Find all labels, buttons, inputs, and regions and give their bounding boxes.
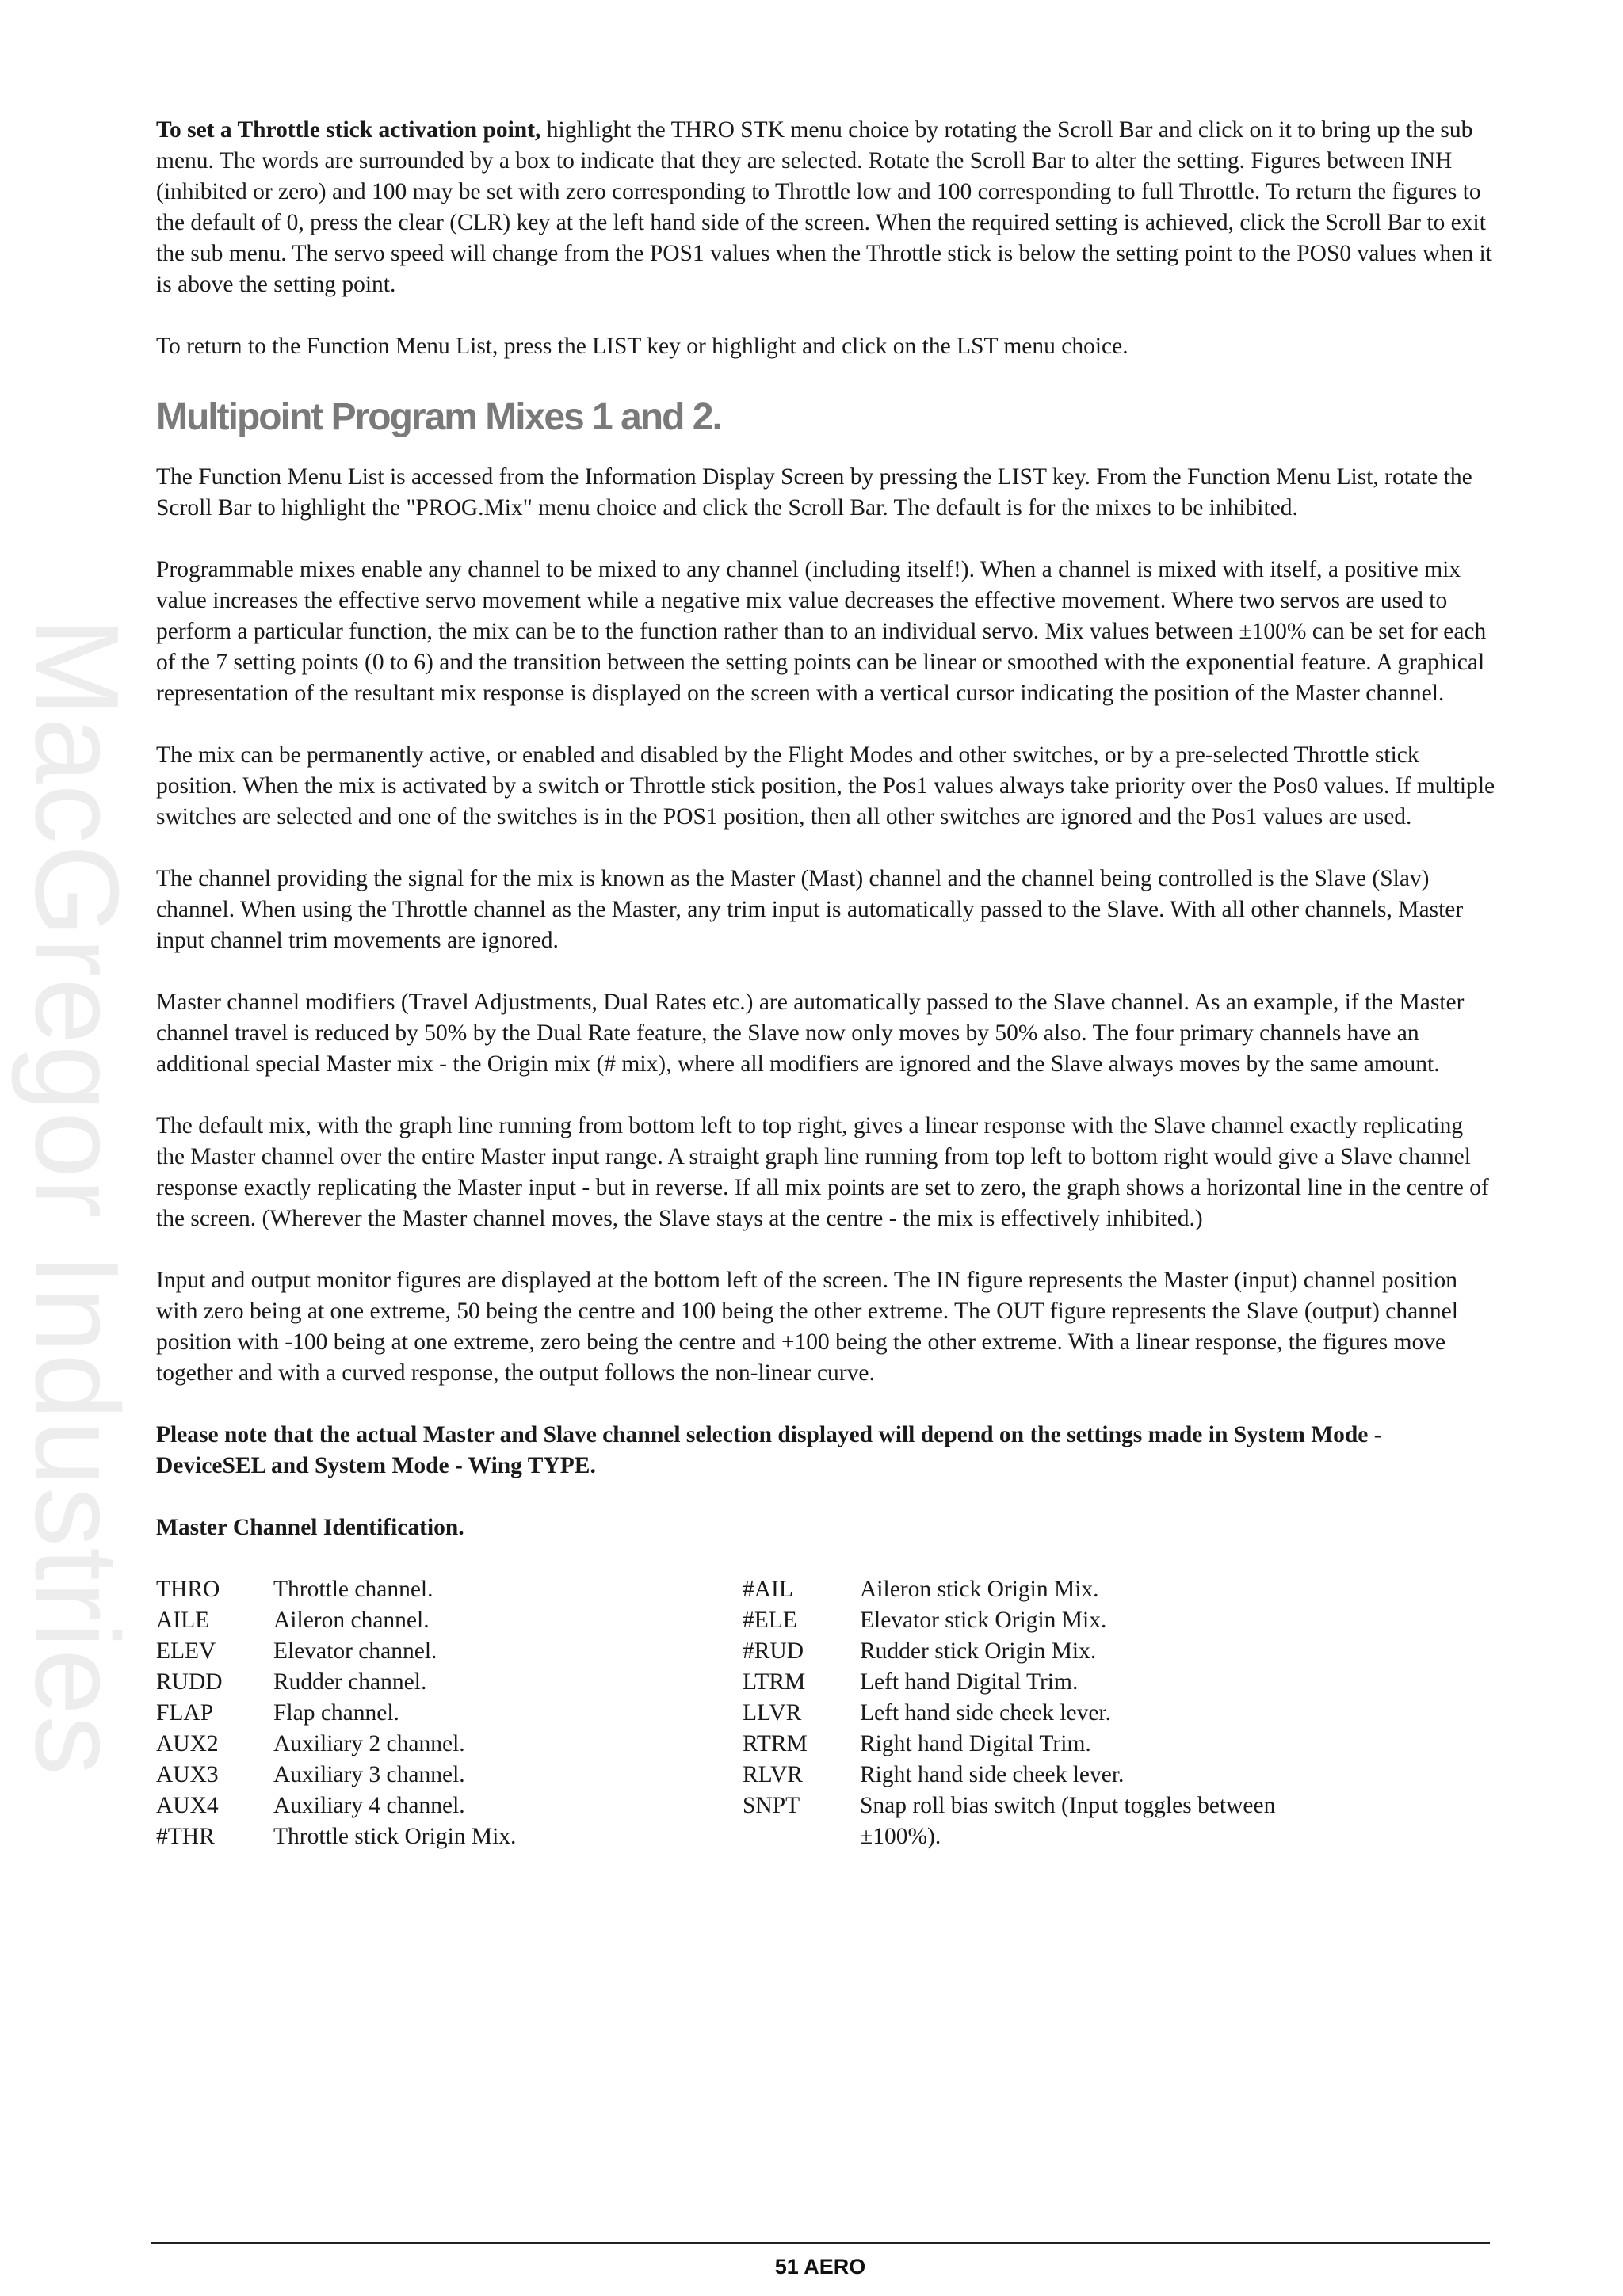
list-item <box>156 1760 743 1791</box>
paragraph-access: The Function Menu List is accessed from the Information Display Screen by pressing the LIST key. From the Function Menu List, rotate the Scroll Bar to highlight the "PROG.Mix" menu choice and click the Scroll Bar. The default is for the mixes to be inhibited. <box>156 464 1472 521</box>
channel-code: FLAP <box>156 1700 214 1726</box>
channel-code: LLVR <box>743 1700 802 1726</box>
identification-right-column <box>743 1574 1329 1852</box>
paragraph-master-slave: The channel providing the signal for the mix is known as the Master (Mast) channel and the channel being controlled is the Slave (Slav) channel. When using the Throttle channel as the Master, any trim input is automatically passed to the Slave. With all other channels, Master input channel trim movements are ignored. <box>156 866 1464 953</box>
intro-paragraph <box>156 115 1495 300</box>
list-item <box>156 1667 743 1698</box>
channel-code: AILE <box>156 1608 210 1633</box>
channel-desc: Elevator channel. <box>273 1638 437 1664</box>
paragraph-default-mix: The default mix, with the graph line running from bottom left to top right, gives a linear response with the Slave channel exactly replicating the Master channel over the entire Master input range. A straight graph line running from top left to bottom right would give a Slave channel response exactly replicating the Master input - but in reverse. If all mix points are set to zero, the graph shows a horizontal line in the centre of the screen. (Wherever the Master channel moves, the Slave stays at the centre - the mix is effectively inhibited.) <box>156 1113 1489 1231</box>
paragraph-modifiers: Master channel modifiers (Travel Adjustments, Dual Rates etc.) are automatically passed to the Slave channel. As an example, if the Master channel travel is reduced by 50% by the Dual Rate feature, the Slave now only moves by 50% also. The four primary channels have an additional special Master mix - the Origin mix (# mix), where all modifiers are ignored and the Slave always moves by the same amount. <box>156 990 1465 1077</box>
list-item <box>743 1760 1329 1791</box>
channel-desc: Throttle stick Origin Mix. <box>273 1824 517 1849</box>
list-item <box>156 1698 743 1729</box>
list-item <box>743 1667 1329 1698</box>
list-item <box>156 1636 743 1667</box>
channel-code: #THR <box>156 1824 215 1849</box>
channel-code: RLVR <box>743 1762 803 1787</box>
list-item <box>743 1636 1329 1667</box>
channel-code: #ELE <box>743 1608 797 1633</box>
channel-code: RTRM <box>743 1731 808 1756</box>
channel-desc: Snap roll bias switch (Input toggles between ±100%). <box>860 1793 1276 1849</box>
list-item <box>743 1729 1329 1760</box>
intro-lead: To set a Throttle stick activation point, <box>156 117 541 143</box>
channel-desc: Throttle channel. <box>273 1577 433 1602</box>
list-item <box>743 1605 1329 1636</box>
channel-code: ELEV <box>156 1638 216 1664</box>
list-item <box>743 1574 1329 1605</box>
channel-desc: Rudder channel. <box>273 1669 427 1695</box>
channel-desc: Auxiliary 3 channel. <box>273 1762 465 1787</box>
list-item <box>156 1821 743 1852</box>
intro-text: highlight the THRO STK menu choice by rotating the Scroll Bar and click on it to bring up the sub menu. The words are surrounded by a box to indicate that they are selected. Rotate the Scroll Bar to alter the setting. Figures between INH (inhibited or zero) and 100 may be set with zero corresponding to Throttle low and 100 corresponding to full Throttle. To return the figures to the default of 0, press the clear (CLR) key at the left hand side of the screen. When the required setting is achieved, click the Scroll Bar to exit the sub menu. The servo speed will change from the POS1 values when the Throttle stick is below the setting point to the POS0 values when it is above the setting point. <box>156 117 1492 297</box>
channel-desc: Aileron channel. <box>273 1608 430 1633</box>
identification-left-column <box>156 1574 743 1852</box>
channel-desc: Right hand Digital Trim. <box>860 1731 1091 1756</box>
list-item <box>156 1729 743 1760</box>
channel-desc: Right hand side cheek lever. <box>860 1762 1125 1787</box>
channel-desc: Elevator stick Origin Mix. <box>860 1608 1107 1633</box>
page-number: 51 AERO <box>774 2255 866 2279</box>
list-item <box>156 1605 743 1636</box>
channel-code: LTRM <box>743 1669 806 1695</box>
list-item <box>156 1574 743 1605</box>
page-content <box>156 115 1495 1852</box>
list-item <box>743 1791 1329 1852</box>
paragraph-programmable-mixes: Programmable mixes enable any channel to be mixed to any channel (including itself!). When a channel is mixed with itself, a positive mix value increases the effective servo movement while a negative mix value decreases the effective movement. Where two servos are used to perform a particular function, the mix can be to the function rather than to an individual servo. Mix values between ±100% can be set for each of the 7 setting points (0 to 6) and the transition between the setting points can be linear or smoothed with the exponential feature. A graphical representation of the resultant mix response is displayed on the screen with a vertical cursor indicating the position of the Master channel. <box>156 557 1487 706</box>
channel-code: #AIL <box>743 1577 793 1602</box>
return-paragraph: To return to the Function Menu List, press the LIST key or highlight and click on the LST menu choice. <box>156 334 1128 359</box>
channel-code: THRO <box>156 1577 220 1602</box>
channel-desc: Auxiliary 4 channel. <box>273 1793 465 1818</box>
list-item <box>156 1791 743 1821</box>
channel-code: RUDD <box>156 1669 223 1695</box>
paragraph-activation: The mix can be permanently active, or enabled and disabled by the Flight Modes and other switches, or by a pre-selected Throttle stick position. When the mix is activated by a switch or Throttle stick position, the Pos1 values always take priority over the Pos0 values. If multiple switches are selected and one of the switches is in the POS1 position, then all other switches are ignored and the Pos1 values are used. <box>156 742 1495 830</box>
identification-table <box>156 1574 1495 1852</box>
channel-code: AUX4 <box>156 1793 219 1818</box>
channel-desc: Auxiliary 2 channel. <box>273 1731 465 1756</box>
channel-desc: Flap channel. <box>273 1700 399 1726</box>
channel-desc: Left hand side cheek lever. <box>860 1700 1111 1726</box>
watermark-text: MacGregor Industries <box>10 616 144 1776</box>
channel-code: #RUD <box>743 1638 804 1664</box>
watermark <box>10 616 144 1776</box>
note-paragraph: Please note that the actual Master and Slave channel selection displayed will depend on the settings made in System Mode - DeviceSEL and System Mode - Wing TYPE. <box>156 1422 1382 1478</box>
channel-desc: Aileron stick Origin Mix. <box>860 1577 1099 1602</box>
channel-code: AUX2 <box>156 1731 219 1756</box>
channel-desc: Rudder stick Origin Mix. <box>860 1638 1097 1664</box>
list-item <box>743 1698 1329 1729</box>
paragraph-monitor: Input and output monitor figures are displayed at the bottom left of the screen. The IN figure represents the Master (input) channel position with zero being at one extreme, 50 being the centre and 100 being the other extreme. The OUT figure represents the Slave (output) channel position with -100 being at one extreme, zero being the centre and +100 being the other extreme. With a linear response, the figures move together and with a curved response, the output follows the non-linear curve. <box>156 1268 1458 1386</box>
channel-code: SNPT <box>743 1793 800 1818</box>
footer-rule <box>151 2242 1490 2244</box>
identification-heading: Master Channel Identification. <box>156 1515 464 1540</box>
section-heading: Multipoint Program Mixes 1 and 2. <box>156 396 721 438</box>
channel-code: AUX3 <box>156 1762 219 1787</box>
channel-desc: Left hand Digital Trim. <box>860 1669 1079 1695</box>
